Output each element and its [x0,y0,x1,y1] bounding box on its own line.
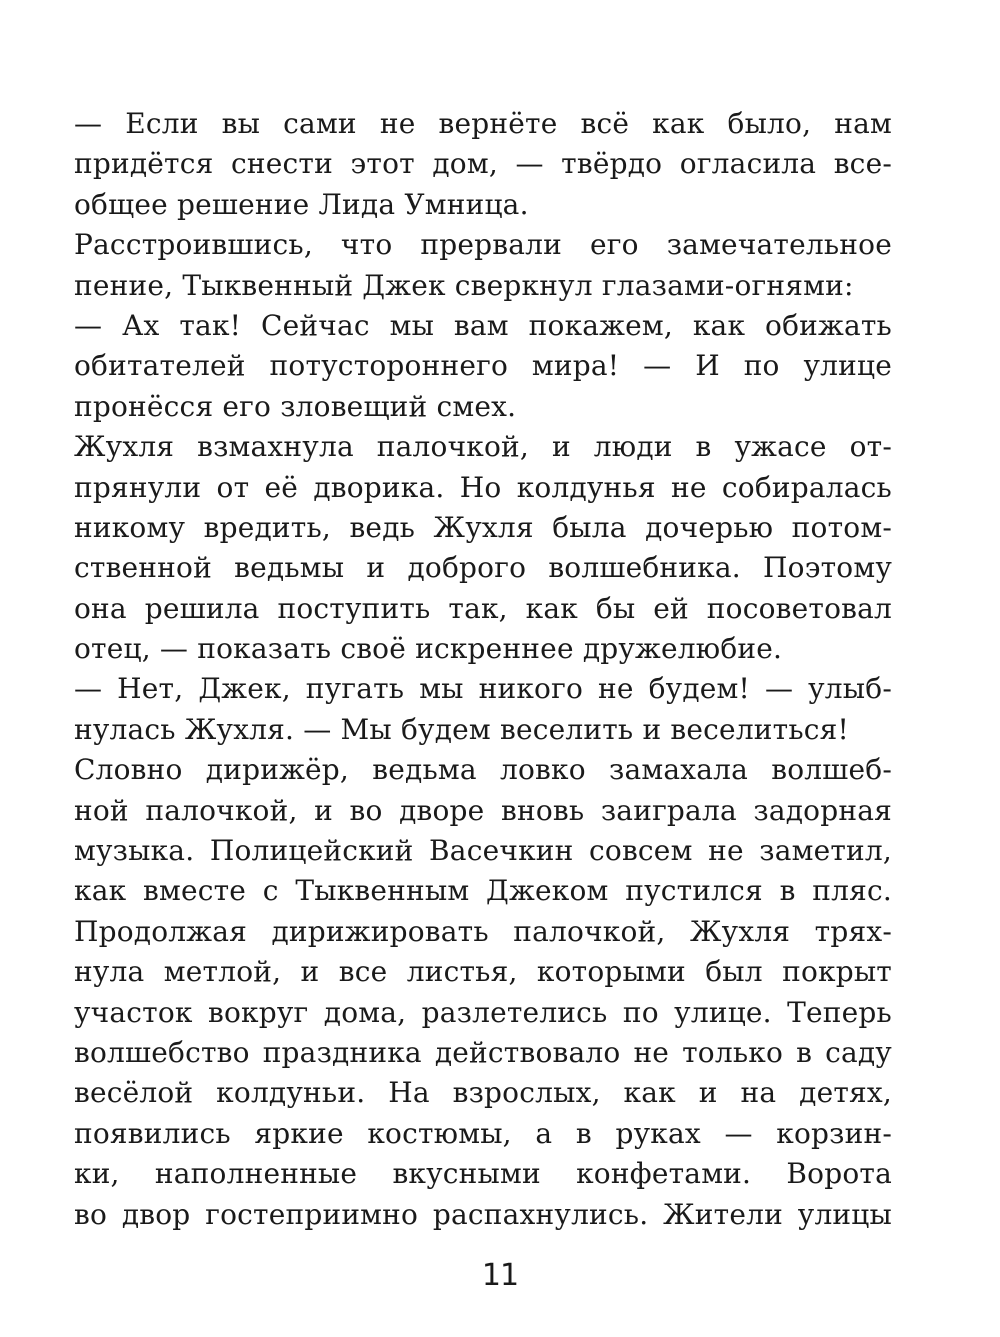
text-line: нула метлой, и все листья, которыми был покрыт [74,955,892,989]
text-line: Продолжая дирижировать палочкой, Жухля трях- [74,914,892,948]
text-line: во двор гостеприимно распахнулись. Жители улицы [74,1197,892,1231]
text-line: музыка. Полицейский Васечкин совсем не заметил, [74,834,892,868]
text-line: пронёсся его зловещий смех. [74,389,517,423]
text-line: — Нет, Джек, пугать мы никого не будем! — улыб- [74,672,892,706]
text-line: Словно дирижёр, ведьма ловко замахала волшеб- [74,753,892,787]
text-line: участок вокруг дома, разлетелись по улице. Теперь [74,995,892,1029]
text-line: никому вредить, ведь Жухля была дочерью потом- [74,510,892,544]
paragraph-3 [74,306,892,427]
text-line: появились яркие костюмы, а в руках — корзин- [74,1116,892,1150]
text-line: — Если вы сами не вернёте всё как было, нам [74,107,892,140]
text-line: отец, — показать своё искреннее дружелюбие. [74,632,783,666]
text-line: нулась Жухля. — Мы будем веселить и веселиться! [74,712,849,746]
text-line: общее решение Лида Умница. [74,187,529,221]
text-line: волшебство праздника действовало не только в саду [74,1035,892,1069]
text-line: придётся снести этот дом, — твёрдо огласила все- [74,147,892,181]
text-line: как вместе с Тыквенным Джеком пустился в пляс. [74,874,892,908]
text-line: весёлой колдуньи. На взрослых, как и на детях, [74,1076,892,1110]
paragraph-6 [74,750,892,1235]
paragraph-5 [74,669,892,750]
text-line: ственной ведьмы и доброго волшебника. Поэтому [74,551,892,585]
paragraph-1 [74,104,892,225]
text-line: Жухля взмахнула палочкой, и люди в ужасе от- [74,430,892,464]
page-number: 11 [481,1258,519,1293]
paragraph-2 [74,225,892,306]
text-line: — Ах так! Сейчас мы вам покажем, как обижать [74,308,892,342]
body-text [74,104,892,1235]
text-line: прянули от её дворика. Но колдунья не собиралась [74,470,892,504]
text-line: обитателей потустороннего мира! — И по улице [74,349,892,383]
text-line: ки, наполненные вкусными конфетами. Ворота [74,1157,892,1191]
text-line: ной палочкой, и во дворе вновь заиграла задорная [74,793,892,827]
text-line: она решила поступить так, как бы ей посоветовал [74,591,892,625]
text-line: Расстроившись, что прервали его замечательное [74,228,892,262]
text-line: пение, Тыквенный Джек сверкнул глазами-огнями: [74,268,854,302]
paragraph-4 [74,427,892,669]
